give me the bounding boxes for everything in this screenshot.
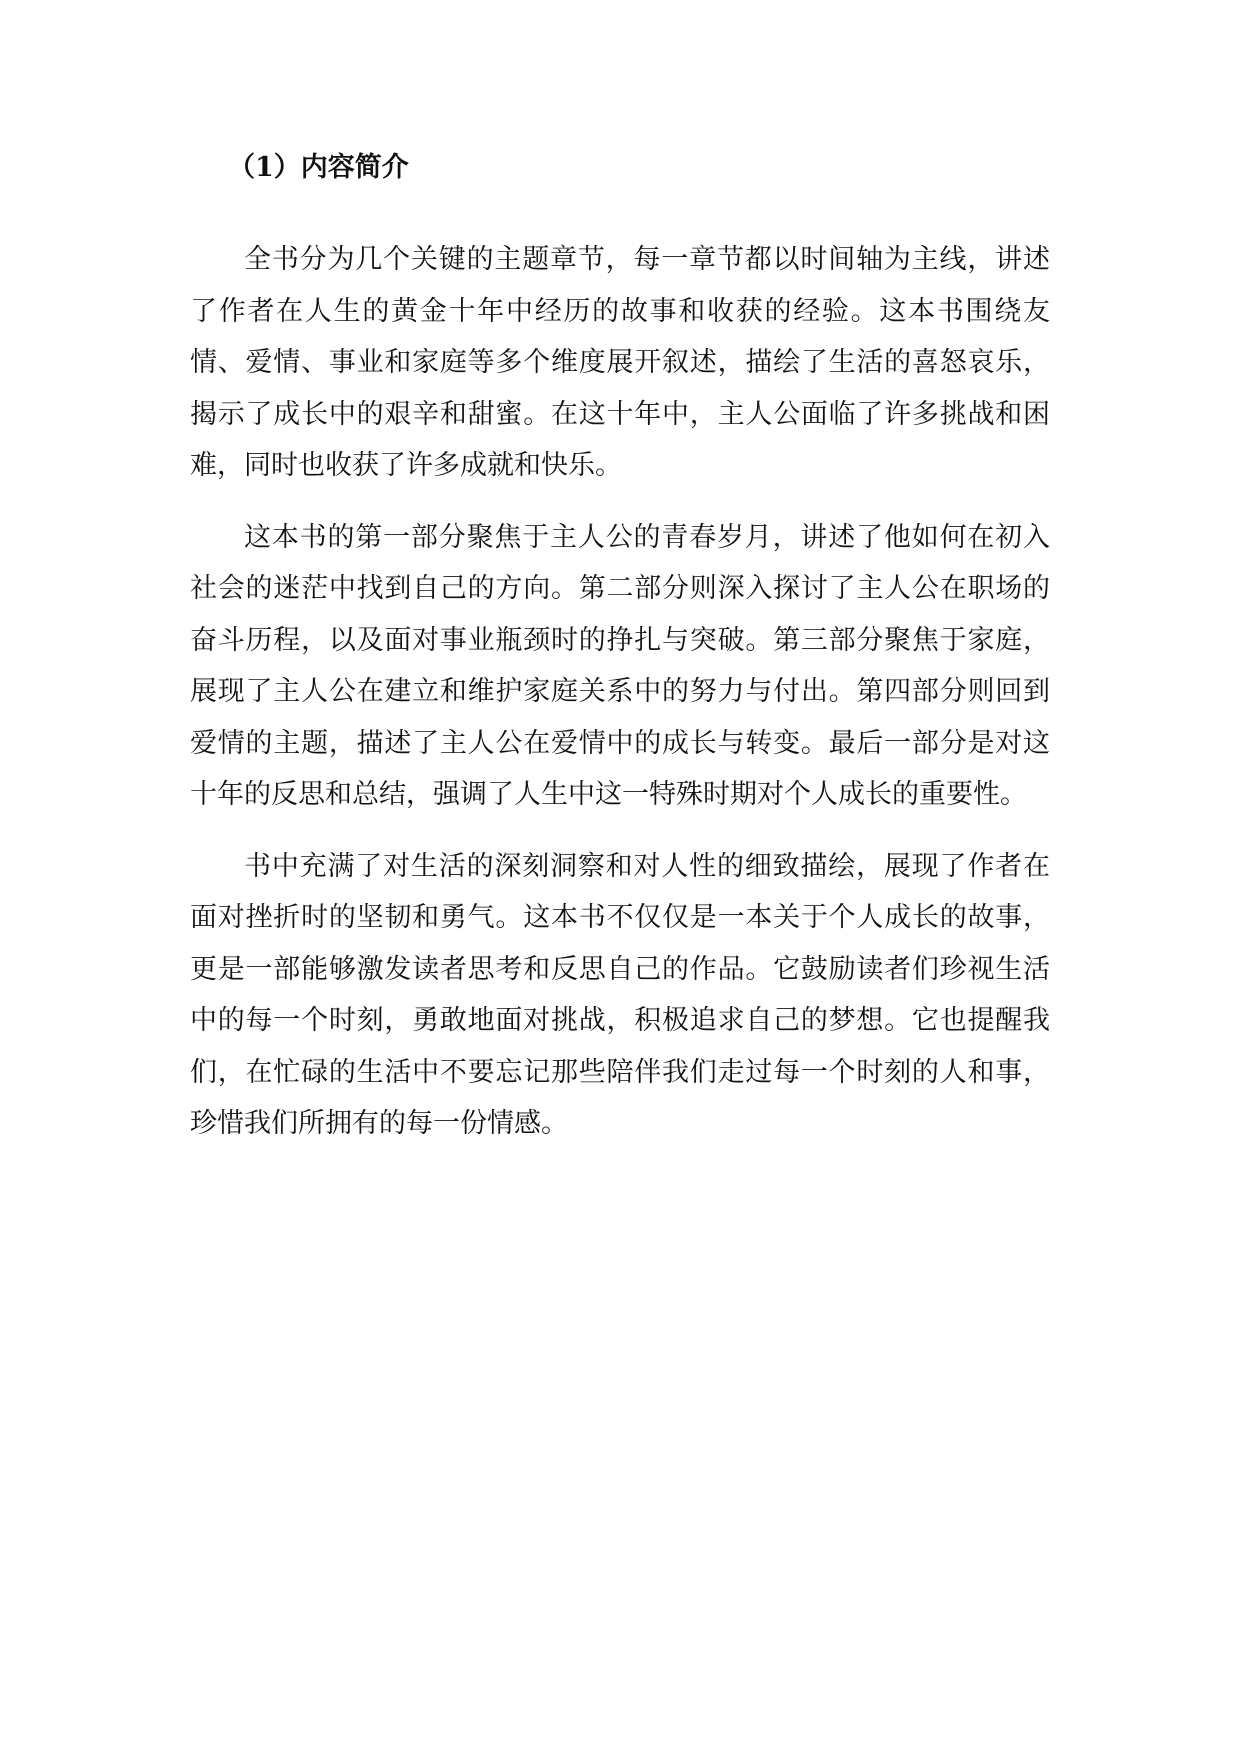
section-heading: （1）内容简介 [228,152,409,183]
paragraph-overview: 全书分为几个关键的主题章节，每一章节都以时间轴为主线，讲述了作者在人生的黄金十年中经历的故事和收获的经验。这本书围绕友情、爱情、事业和家庭等多个维度展开叙述，描绘了生活的喜怒哀乐，揭示了成长中的艰辛和甜蜜。在这十年中，主人公面临了许多挑战和困难，同时也收获了许多成就和快乐。 [190,244,1050,481]
paragraph-conclusion: 书中充满了对生活的深刻洞察和对人性的细致描绘，展现了作者在面对挫折时的坚韧和勇气。这本书不仅仅是一本关于个人成长的故事，更是一部能够激发读者思考和反思自己的作品。它鼓励读者们珍视生活中的每一个时刻，勇敢地面对挑战，积极追求自己的梦想。它也提醒我们，在忙碌的生活中不要忘记那些陪伴我们走过每一个时刻的人和事，珍惜我们所拥有的每一份情感。 [190,850,1050,1139]
paragraph-parts: 这本书的第一部分聚焦于主人公的青春岁月，讲述了他如何在初入社会的迷茫中找到自己的方向。第二部分则深入探讨了主人公在职场的奋斗历程，以及面对事业瓶颈时的挣扎与突破。第三部分聚焦于家庭，展现了主人公在建立和维护家庭关系中的努力与付出。第四部分则回到爱情的主题，描述了主人公在爱情中的成长与转变。最后一部分是对这十年的反思和总结，强调了人生中这一特殊时期对个人成长的重要性。 [190,521,1050,810]
paragraph-spacer [190,492,1050,512]
page-content [190,148,1050,1150]
paragraph-spacer [190,821,1050,841]
heading-spacer [190,188,1050,234]
